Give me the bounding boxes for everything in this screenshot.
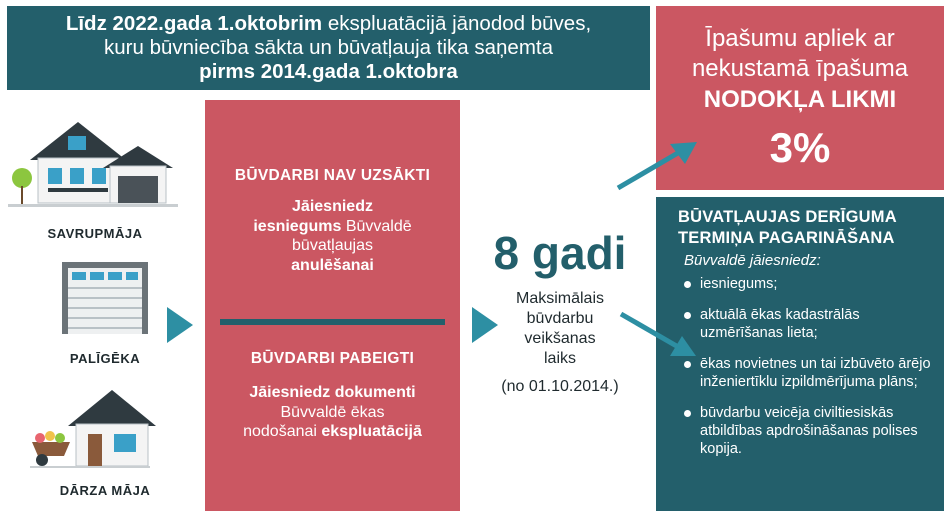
- list-item: iesniegums;: [678, 275, 934, 293]
- finished-text: Jāiesniedz dokumenti Būvvaldē ēkas nodošanai ekspluatācijā: [243, 384, 422, 440]
- not-started-heading: BŪVDARBI NAV UZSĀKTI: [234, 167, 431, 184]
- duration-text: Maksimālais būvdarbu veikšanas laiks: [515, 290, 604, 367]
- bullet-icon: [684, 361, 691, 368]
- arrow-down-right-icon: [618, 310, 698, 360]
- label-garden-house: DĀRZA MĀJA: [59, 483, 151, 498]
- list-item: būvdarbu veicēja civiltiesiskās atbildības apdrošināšanas polises kopija.: [678, 404, 934, 458]
- arrow-right-icon: [167, 307, 193, 343]
- label-house: SAVRUPMĀJA: [47, 226, 143, 241]
- list-item: ēkas novietnes un tai izbūvēto ārējo inženiertīklu izpildmērījuma plāns;: [678, 355, 934, 391]
- permit-title-1: BŪVATĻAUJAS DERĪGUMA: [678, 208, 897, 226]
- label-outbuilding: PALĪGĒKA: [69, 351, 141, 366]
- not-started-text: Jāiesniedz iesniegums Būvvaldē būvatļaujas anulēšanai: [253, 198, 412, 274]
- options-box: [205, 100, 460, 511]
- finished-heading: BŪVDARBI PABEIGTI: [250, 350, 415, 367]
- list-item: aktuālā ēkas kadastrālās uzmērīšanas lieta;: [678, 306, 934, 342]
- tax-line-3: NODOKĻA LIKMI: [703, 86, 897, 113]
- garage-icon: [62, 262, 148, 334]
- bullet-icon: [684, 410, 691, 417]
- permit-extension-box: [656, 197, 944, 511]
- top-banner: [7, 6, 650, 90]
- bullet-icon: [684, 281, 691, 288]
- garden-house-icon: [30, 386, 150, 468]
- arrow-up-right-icon: [615, 140, 700, 192]
- banner-line-1: Līdz 2022.gada 1.oktobrim ekspluatācijā jānodod būves,: [65, 12, 592, 35]
- permit-document-list: [678, 275, 934, 458]
- permit-subtitle: Būvvaldē jāiesniedz:: [684, 252, 821, 269]
- house-icon: [8, 108, 178, 208]
- duration-years: 8 gadi: [493, 227, 627, 279]
- permit-title-2: TERMIŅA PAGARINĀŠANA: [678, 229, 895, 247]
- banner-line-2: kuru būvniecība sākta un būvatļauja tika saņemta: [104, 36, 553, 59]
- banner-line-3: pirms 2014.gada 1.oktobra: [199, 60, 458, 83]
- tax-percent: 3%: [769, 124, 831, 171]
- tax-line-1: Īpašumu apliek ar: [705, 25, 895, 52]
- tax-line-2: nekustamā īpašuma: [691, 55, 909, 82]
- divider: [220, 319, 445, 325]
- duration-note: (no 01.10.2014.): [501, 378, 619, 395]
